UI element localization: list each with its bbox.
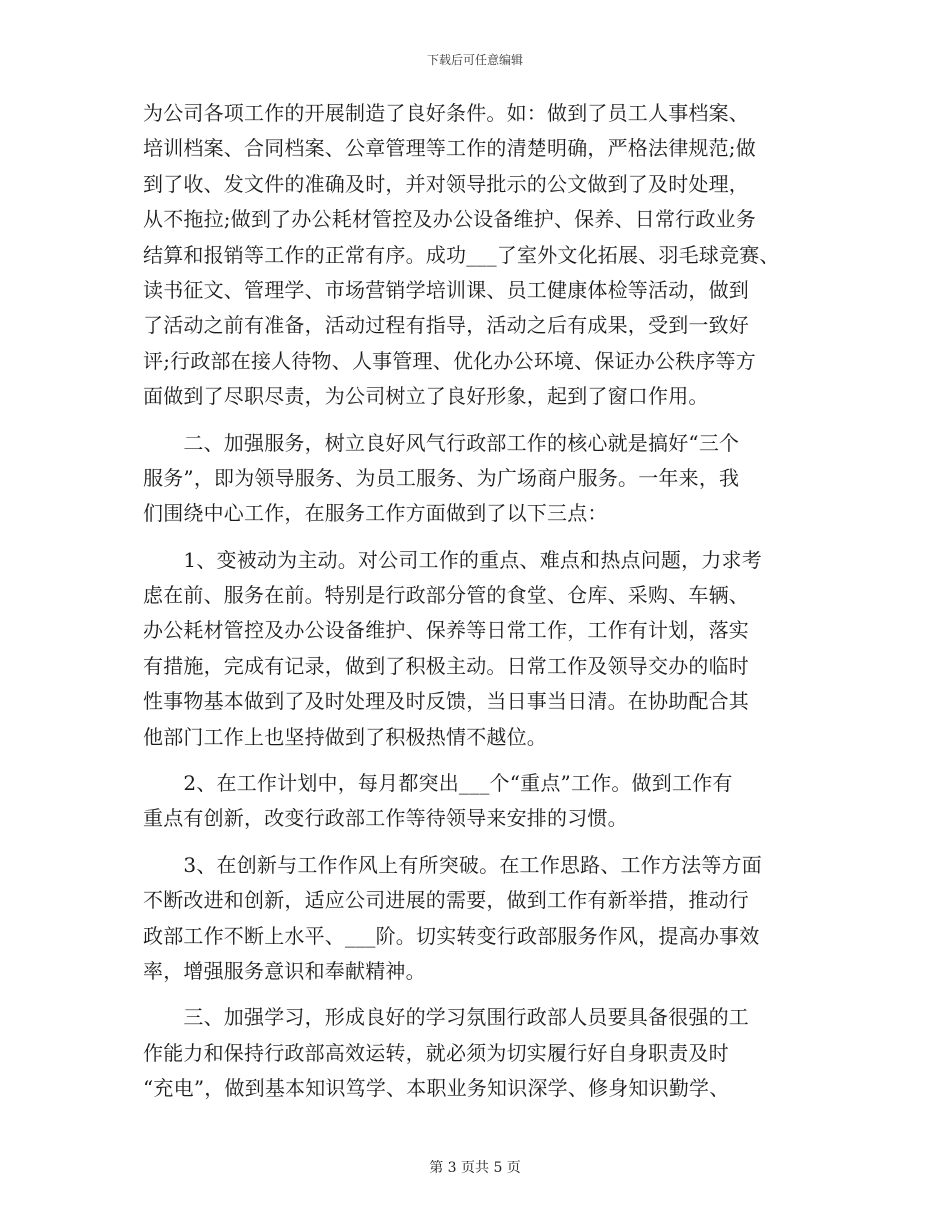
text-line: 服务”，即为领导服务、为员工服务、为广场商户服务。一年来，我	[143, 465, 740, 490]
text-line: 评;行政部在接人待物、人事管理、优化办公环境、保证办公秩序等方	[143, 348, 756, 373]
text-line: 3、在创新与工作作风上有所突破。在工作思路、工作方法等方面	[143, 852, 762, 877]
text-line: 他部门工作上也坚持做到了积极热情不越位。	[143, 724, 547, 749]
text-line: 作能力和保持行政部高效运转，就必须为切实履行好自身职责及时	[143, 1040, 729, 1065]
text-line: 们围绕中心工作，在服务工作方面做到了以下三点：	[143, 501, 608, 526]
paragraph-2	[143, 426, 807, 532]
text-line: 有措施，完成有记录，做到了积极主动。日常工作及领导交办的临时	[143, 653, 749, 678]
paragraph-1	[143, 96, 807, 415]
paragraph-3	[143, 543, 807, 755]
text-line: 到了收、发文件的准确及时，并对领导批示的公文做到了及时处理，	[143, 171, 749, 196]
text-line: 办公耗材管控及办公设备维护、保养等日常工作，工作有计划，落实	[143, 618, 749, 643]
text-line: 二、加强服务，树立良好风气行政部工作的核心就是搞好“三个	[143, 430, 740, 455]
text-line: 重点有创新，改变行政部工作等待领导来安排的习惯。	[143, 806, 628, 831]
text-line: 为公司各项工作的开展制造了良好条件。如：做到了员工人事档案、	[143, 101, 749, 125]
text-line: “充电”，做到基本知识笃学、本职业务知识深学、修身知识勤学、	[143, 1076, 730, 1101]
text-line: 了活动之前有准备，活动过程有指导，活动之后有成果，受到一致好	[143, 313, 749, 338]
text-line: 面做到了尽职尽责，为公司树立了良好形象，起到了窗口作用。	[143, 384, 709, 409]
text-line: 从不拖拉;做到了办公耗材管控及办公设备维护、保养、日常行政业务	[143, 207, 756, 232]
text-line: 性事物基本做到了及时处理及时反馈，当日事当日清。在协助配合其	[143, 689, 749, 714]
text-line: 结算和报销等工作的正常有序。成功___了室外文化拓展、羽毛球竞赛、	[143, 242, 780, 267]
text-line: 三、加强学习，形成良好的学习氛围行政部人员要具备很强的工	[143, 1005, 749, 1030]
text-line: 读书征文、管理学、市场营销学培训课、员工健康体检等活动，做到	[143, 277, 749, 302]
page-footer: 第 3 页共 5 页	[429, 1160, 521, 1176]
text-line: 政部工作不断上水平、___阶。切实转变行政部服务作风，提高办事效	[143, 923, 760, 948]
document-body	[143, 96, 807, 1118]
text-line: 虑在前、服务在前。特别是行政部分管的食堂、仓库、采购、车辆、	[143, 583, 749, 608]
paragraph-6	[143, 1000, 807, 1106]
text-line: 1、变被动为主动。对公司工作的重点、难点和热点问题，力求考	[143, 547, 762, 572]
text-line: 培训档案、合同档案、公章管理等工作的清楚明确，严格法律规范;做	[143, 136, 756, 161]
text-line: 不断改进和创新，适应公司进展的需要，做到工作有新举措，推动行	[143, 888, 749, 913]
text-line: 率，增强服务意识和奉献精神。	[143, 958, 426, 983]
paragraph-4	[143, 766, 807, 837]
paragraph-5	[143, 848, 807, 990]
text-line: 2、在工作计划中，每月都突出___个“重点”工作。做到工作有	[143, 771, 733, 796]
page-header: 下载后可任意编辑	[426, 53, 523, 67]
